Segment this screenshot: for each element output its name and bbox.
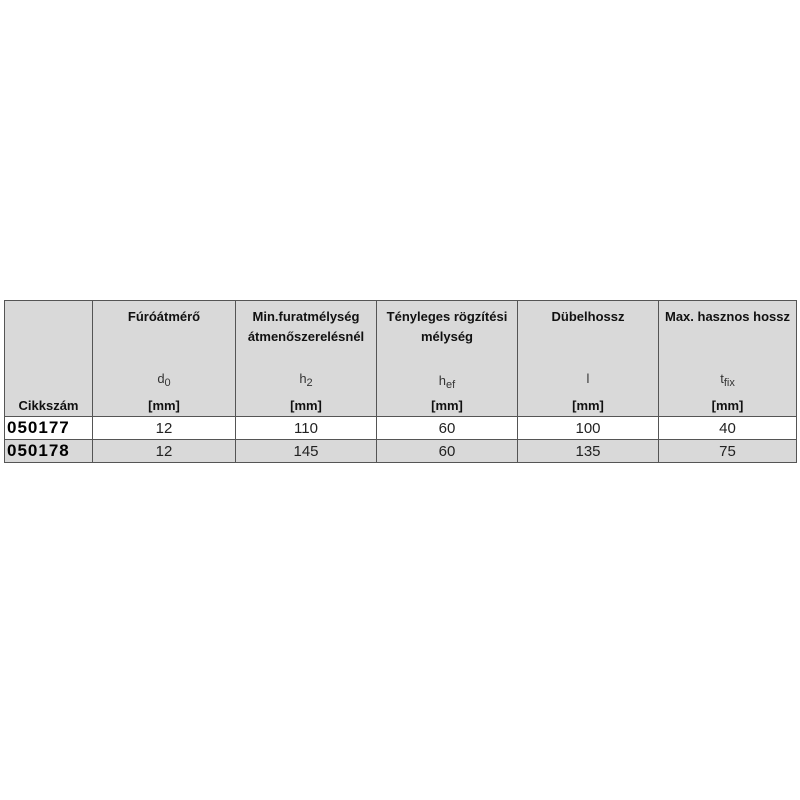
header-unit: [mm] [572, 398, 604, 413]
table-row [5, 440, 797, 463]
article-number-cell: 050177 [5, 417, 93, 440]
table-cell: 135 [518, 440, 659, 463]
header-symbol: l [586, 371, 590, 386]
table-cell: 12 [93, 417, 236, 440]
table-cell: 40 [659, 417, 797, 440]
table-cell: 100 [518, 417, 659, 440]
header-row [5, 301, 797, 417]
header-label: Dübelhossz [551, 309, 625, 324]
table-cell: 60 [377, 417, 518, 440]
header-symbol: $h_{ef}$ [438, 373, 456, 391]
header-anchor-length [518, 301, 659, 417]
header-label: Max. hasznos hossz [665, 309, 790, 324]
header-symbol: $d_0$ [157, 371, 171, 389]
header-label: Cikkszám [18, 398, 79, 413]
header-label: Fúróátmérő [127, 309, 201, 324]
header-drill-diameter [93, 301, 236, 417]
header-unit: [mm] [290, 398, 322, 413]
header-min-hole-depth [236, 301, 377, 417]
header-unit: [mm] [431, 398, 463, 413]
table-cell: 75 [659, 440, 797, 463]
header-article-number [5, 301, 93, 417]
header-unit: [mm] [711, 398, 744, 413]
header-anchoring-depth [377, 301, 518, 417]
header-max-usable-length [659, 301, 797, 417]
header-symbol: $h_2$ [299, 371, 313, 389]
article-number-cell: 050178 [5, 440, 93, 463]
table-row [5, 417, 797, 440]
header-symbol: $t_{fix}$ [720, 371, 735, 389]
header-label: Tényleges rögzítési mélység [386, 309, 508, 344]
product-spec-table [4, 300, 797, 463]
header-label: Min.furatmélység átmenőszerelésnél [247, 309, 365, 344]
table-cell: 110 [236, 417, 377, 440]
header-unit: [mm] [148, 398, 180, 413]
table-cell: 60 [377, 440, 518, 463]
table-cell: 12 [93, 440, 236, 463]
table-cell: 145 [236, 440, 377, 463]
